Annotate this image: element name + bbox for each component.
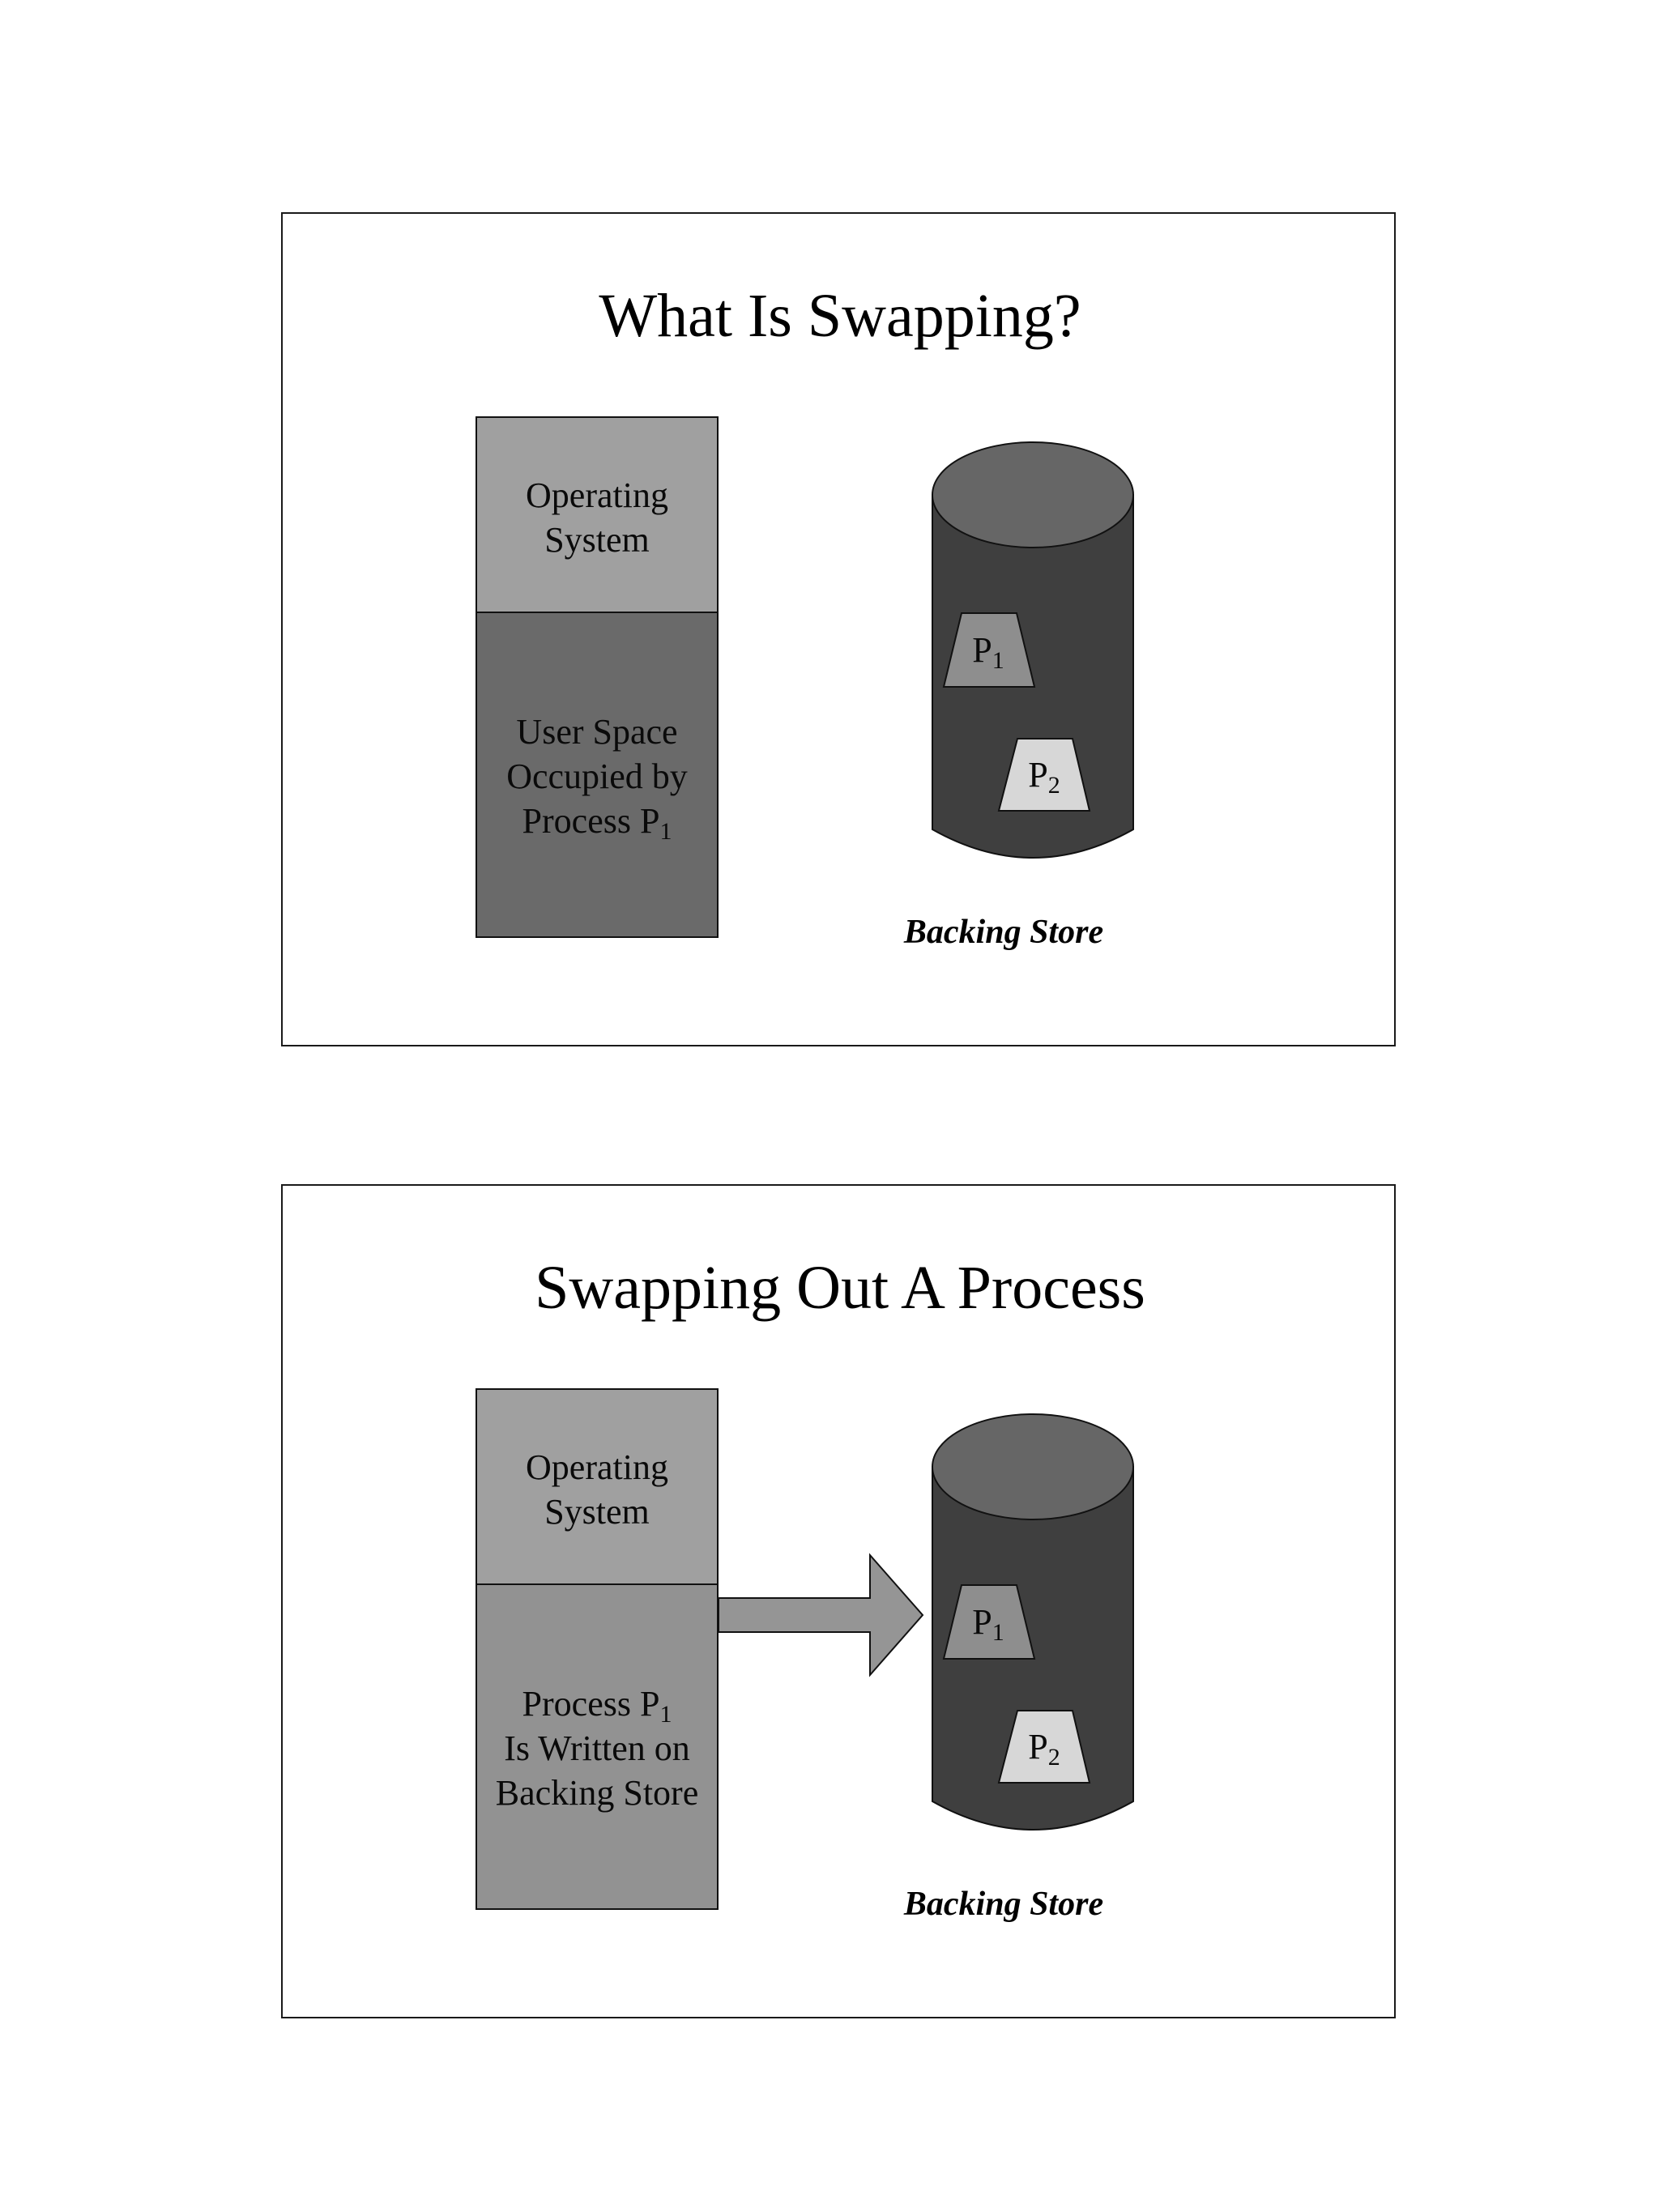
p1-label: $P_1$: [972, 630, 1004, 674]
p1-label: $P_1$: [972, 1602, 1004, 1646]
slide-title: What Is Swapping?: [599, 282, 1081, 350]
slide-title: Swapping Out A Process: [535, 1254, 1145, 1322]
user-space-label: [476, 710, 719, 843]
slide-swapping-out-a-process: [281, 1184, 1396, 2018]
user-space-label-line-1: User Space: [516, 712, 678, 752]
process-label: [476, 1681, 719, 1815]
swap-out-arrow: [719, 1555, 923, 1675]
os-label-line-2: System: [544, 1492, 650, 1532]
process-label-line-3: Backing Store: [495, 1773, 699, 1813]
backing-store-label: Backing Store: [903, 1886, 1104, 1923]
os-label: [476, 473, 719, 562]
process-label-line-1: Process $P_1$: [522, 1684, 672, 1728]
os-label-line-2: System: [544, 520, 650, 560]
os-label-line-1: Operating: [526, 1447, 668, 1487]
backing-store-label: Backing Store: [903, 914, 1104, 951]
p2-label: $P_2$: [1028, 1727, 1060, 1771]
backing-store-cylinder-top: [932, 1414, 1133, 1519]
os-label: [476, 1445, 719, 1534]
process-label-line-2: Is Written on: [504, 1728, 690, 1768]
backing-store-cylinder-top: [932, 442, 1133, 548]
os-label-line-1: Operating: [526, 475, 668, 515]
user-space-label-line-3: Process $P_1$: [522, 801, 672, 845]
slide-what-is-swapping: [281, 212, 1396, 1046]
p2-label: $P_2$: [1028, 755, 1060, 799]
user-space-label-line-2: Occupied by: [506, 757, 688, 796]
